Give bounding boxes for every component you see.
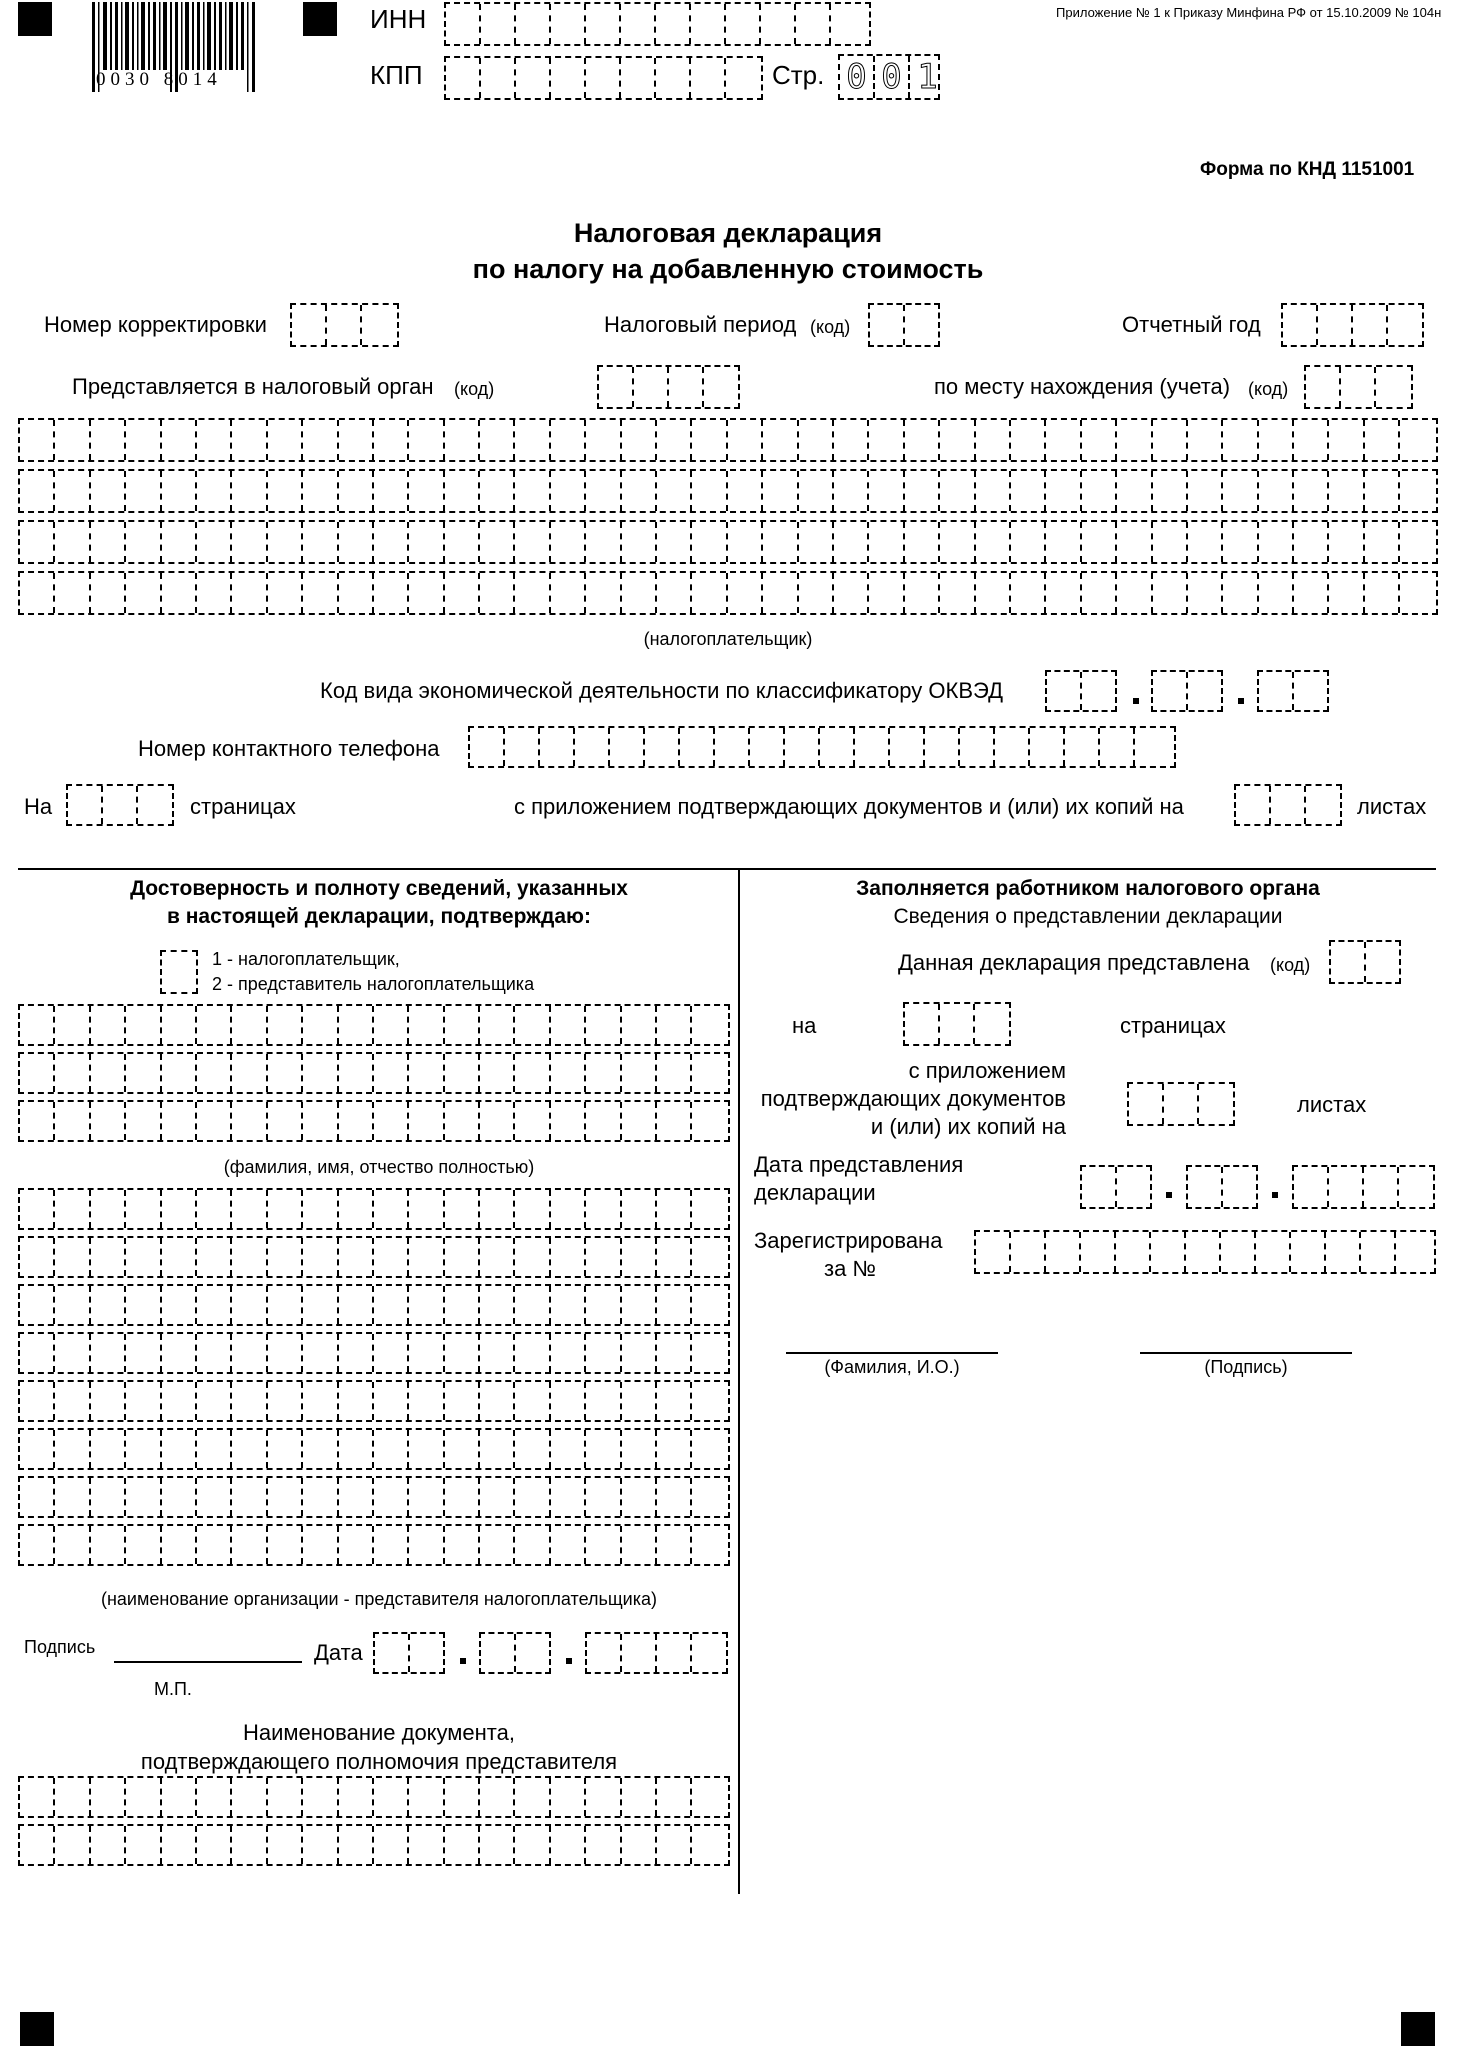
grid-row[interactable] xyxy=(18,1524,730,1566)
submitted-to-label: Представляется в налоговый орган xyxy=(72,374,434,399)
right-pages-cells[interactable] xyxy=(903,1002,1011,1046)
right-on-label: на xyxy=(792,1013,817,1038)
officer-fio-line[interactable] xyxy=(786,1352,998,1354)
doc-name-line2: подтверждающего полномочия представителя xyxy=(140,1749,618,1774)
fio-caption: (фамилия, имя, отчество полностью) xyxy=(223,1157,535,1177)
grid-row[interactable] xyxy=(18,1332,730,1374)
okved-dot xyxy=(1133,698,1139,704)
okved-label: Код вида экономической деятельности по классификатору ОКВЭД xyxy=(320,678,1003,703)
org-caption: (наименование организации - представителя налогоплательщика) xyxy=(100,1589,658,1609)
phone-cells[interactable] xyxy=(468,726,1176,768)
right-subheading: Сведения о представлении декларации xyxy=(893,905,1283,928)
page-digit: 0 xyxy=(875,56,910,98)
registered-line1: Зарегистрирована xyxy=(754,1228,943,1253)
grid-row[interactable] xyxy=(18,1004,730,1046)
grid-row[interactable] xyxy=(18,1052,730,1094)
attachments-label: с приложением подтверждающих документов и (или) их копий на xyxy=(514,794,1184,819)
corner-marker-top-left xyxy=(18,2,52,36)
okved-cells-3[interactable] xyxy=(1257,670,1329,712)
corner-marker-bottom-left xyxy=(20,2012,54,2046)
right-heading: Заполняется работником налогового органа xyxy=(856,877,1320,900)
registered-line2: за № xyxy=(824,1256,877,1281)
right-attach-line1: с приложением xyxy=(908,1058,1066,1083)
title-line1: Налоговая декларация xyxy=(573,218,883,248)
taxpayer-caption: (налогоплательщик) xyxy=(643,629,813,649)
grid-row[interactable] xyxy=(18,418,1438,462)
date-dot xyxy=(1166,1192,1172,1198)
grid-row[interactable] xyxy=(18,1236,730,1278)
location-label: по месту нахождения (учета) xyxy=(934,374,1231,399)
officer-fio-caption: (Фамилия, И.О.) xyxy=(824,1357,960,1377)
on-label: На xyxy=(24,794,53,819)
correction-number-label: Номер корректировки xyxy=(44,312,267,337)
submission-date-line1: Дата представления xyxy=(754,1152,964,1177)
left-heading-line1: Достоверность и полноту сведений, указанных xyxy=(130,877,628,900)
sign-date-day-cells[interactable] xyxy=(373,1632,445,1674)
grid-row[interactable] xyxy=(18,1188,730,1230)
submission-date-day-cells[interactable] xyxy=(1080,1165,1152,1209)
right-sheets-label: листах xyxy=(1297,1092,1367,1117)
doc-name-line1: Наименование документа, xyxy=(242,1720,515,1745)
corner-marker-top-right xyxy=(303,2,337,36)
grid-row[interactable] xyxy=(18,1428,730,1470)
grid-row[interactable] xyxy=(18,1100,730,1142)
corner-marker-bottom-right xyxy=(1401,2012,1435,2046)
grid-row[interactable] xyxy=(18,1824,730,1866)
submission-date-month-cells[interactable] xyxy=(1186,1165,1258,1209)
submission-code-label: Данная декларация представлена xyxy=(898,950,1250,975)
submission-code-suffix: (код) xyxy=(1270,955,1311,975)
page-label: Стр. xyxy=(772,60,825,90)
attachment-sheets-cells[interactable] xyxy=(1234,784,1342,826)
kpp-cells[interactable] xyxy=(444,56,763,100)
page-number-cells xyxy=(838,54,940,100)
submission-date-year-cells[interactable] xyxy=(1292,1165,1435,1209)
right-pages-label: страницах xyxy=(1120,1013,1226,1038)
location-code-suffix: (код) xyxy=(1248,379,1289,399)
grid-row[interactable] xyxy=(18,1476,730,1518)
date-label: Дата xyxy=(314,1640,363,1665)
pages-cells[interactable] xyxy=(66,784,174,826)
officer-signature-line[interactable] xyxy=(1140,1352,1352,1354)
sign-date-month-cells[interactable] xyxy=(479,1632,551,1674)
signature-label: Подпись xyxy=(24,1637,96,1657)
registration-number-cells[interactable] xyxy=(974,1230,1436,1274)
signer-option-1: 1 - налогоплательщик, xyxy=(212,949,400,969)
reporting-year-label: Отчетный год xyxy=(1122,312,1261,337)
inn-label: ИНН xyxy=(370,4,427,34)
date-dot xyxy=(566,1658,572,1664)
okved-cells-1[interactable] xyxy=(1045,670,1117,712)
left-heading-line2: в настоящей декларации, подтверждаю: xyxy=(167,905,591,928)
grid-row[interactable] xyxy=(18,469,1438,513)
kpp-label: КПП xyxy=(370,60,423,90)
tax-period-code-suffix: (код) xyxy=(810,317,851,337)
okved-dot xyxy=(1238,698,1244,704)
page-digit: 0 xyxy=(840,56,875,98)
sheets-label: листах xyxy=(1357,794,1427,819)
title-line2: по налогу на добавленную стоимость xyxy=(472,254,984,284)
right-attach-line3: и (или) их копий на xyxy=(870,1114,1066,1139)
sign-date-year-cells[interactable] xyxy=(585,1632,728,1674)
inn-cells[interactable] xyxy=(444,2,871,46)
location-code-cells[interactable] xyxy=(1304,365,1413,409)
right-attach-line2: подтверждающих документов xyxy=(760,1086,1066,1111)
grid-row[interactable] xyxy=(18,571,1438,615)
pages-label: страницах xyxy=(190,794,296,819)
officer-signature-caption: (Подпись) xyxy=(1204,1357,1288,1377)
okved-cells-2[interactable] xyxy=(1151,670,1223,712)
submitted-to-code-suffix: (код) xyxy=(454,379,495,399)
submission-date-line2: декларации xyxy=(754,1180,876,1205)
signer-option-2: 2 - представитель налогоплательщика xyxy=(212,974,535,994)
right-sheets-cells[interactable] xyxy=(1127,1082,1235,1126)
correction-number-cells[interactable] xyxy=(290,303,399,347)
stamp-label: М.П. xyxy=(154,1679,192,1699)
grid-row[interactable] xyxy=(18,520,1438,564)
form-code: Форма по КНД 1151001 xyxy=(1200,159,1415,180)
submission-code-cells[interactable] xyxy=(1329,940,1401,984)
grid-row[interactable] xyxy=(18,1380,730,1422)
section-divider-horizontal xyxy=(18,868,1436,870)
tax-period-cells[interactable] xyxy=(868,303,940,347)
date-dot xyxy=(460,1658,466,1664)
date-dot xyxy=(1272,1192,1278,1198)
tax-period-label: Налоговый период xyxy=(604,312,797,337)
appendix-note: Приложение № 1 к Приказу Минфина РФ от 15.10.2009 № 104н xyxy=(1056,5,1442,20)
grid-row[interactable] xyxy=(18,1776,730,1818)
signature-line[interactable] xyxy=(114,1661,302,1663)
page-digit: 1 xyxy=(917,57,938,97)
grid-row[interactable] xyxy=(18,1284,730,1326)
barcode-number: 0030 8014 xyxy=(96,69,222,90)
signer-type-cell[interactable] xyxy=(160,950,198,994)
reporting-year-cells[interactable] xyxy=(1281,303,1424,347)
phone-label: Номер контактного телефона xyxy=(138,736,440,761)
tax-authority-code-cells[interactable] xyxy=(597,365,740,409)
